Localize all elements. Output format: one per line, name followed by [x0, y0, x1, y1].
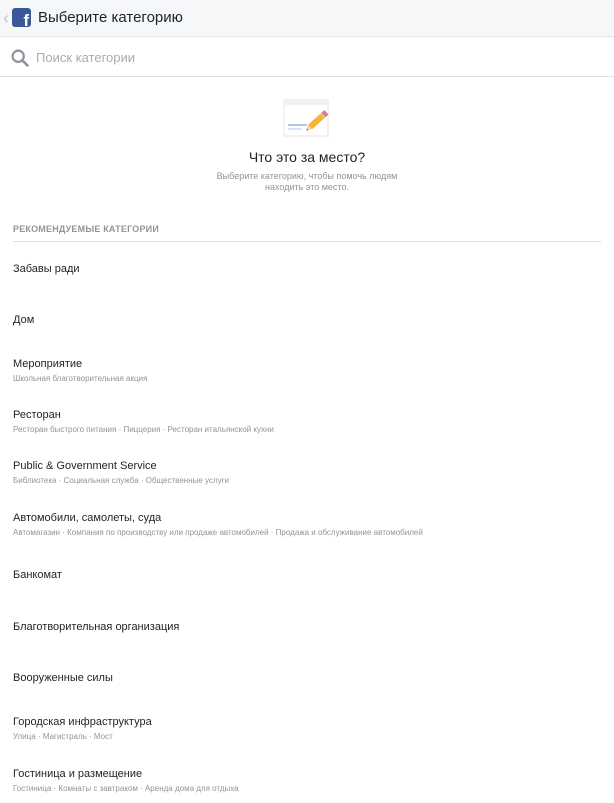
page-title: Выберите категорию: [38, 9, 183, 26]
category-examples: Школьная благотворительная акция: [13, 374, 148, 383]
category-item[interactable]: [0, 651, 614, 701]
category-name: Вооруженные силы: [13, 672, 113, 684]
search-bar: [0, 37, 614, 77]
category-item[interactable]: [0, 753, 614, 803]
category-name: Благотворительная организация: [13, 621, 180, 633]
search-icon: [11, 49, 29, 67]
category-examples: Библиотека · Социальная служба · Общественные услуги: [13, 476, 229, 485]
category-item[interactable]: [0, 396, 614, 446]
category-name: Мероприятие: [13, 358, 83, 370]
category-name: Ресторан: [13, 409, 61, 421]
category-examples: Ресторан быстрого питания · Пиццерия · Ресторан итальянской кухни: [13, 425, 274, 434]
category-examples: Улица · Магистраль · Мост: [13, 732, 113, 741]
category-item[interactable]: [0, 702, 614, 752]
search-input[interactable]: [36, 47, 596, 67]
category-item[interactable]: [0, 549, 614, 599]
category-name: Банкомат: [13, 569, 62, 581]
category-name: Дом: [13, 314, 35, 326]
facebook-logo-icon: f: [12, 8, 31, 27]
category-examples: Автомагазин · Компания по производству или продаже автомобилей · Продажа и обслуживание автомобилей: [13, 528, 423, 537]
category-item[interactable]: [0, 294, 614, 344]
category-name: Забавы ради: [13, 263, 80, 275]
section-header-recommended: РЕКОМЕНДУЕМЫЕ КАТЕГОРИИ: [13, 224, 160, 234]
section-divider: [13, 241, 601, 242]
category-item[interactable]: [0, 447, 614, 497]
category-item[interactable]: [0, 498, 614, 548]
intro-description: Выберите категорию, чтобы помочь людям находить это место.: [216, 171, 398, 192]
category-name: Гостиница и размещение: [13, 768, 143, 780]
category-examples: Гостиница · Комнаты с завтраком · Аренда дома для отдыха: [13, 784, 239, 793]
category-item[interactable]: [0, 345, 614, 395]
category-item[interactable]: [0, 600, 614, 650]
intro-title: Что это за место?: [248, 149, 366, 165]
category-name: Городская инфраструктура: [13, 716, 152, 728]
category-name: Public & Government Service: [13, 460, 157, 472]
pencil-note-icon: [283, 99, 333, 139]
top-bar: [0, 0, 614, 37]
back-chevron-icon[interactable]: ‹: [3, 8, 9, 27]
category-name: Автомобили, самолеты, суда: [13, 512, 162, 524]
category-item[interactable]: [0, 243, 614, 293]
